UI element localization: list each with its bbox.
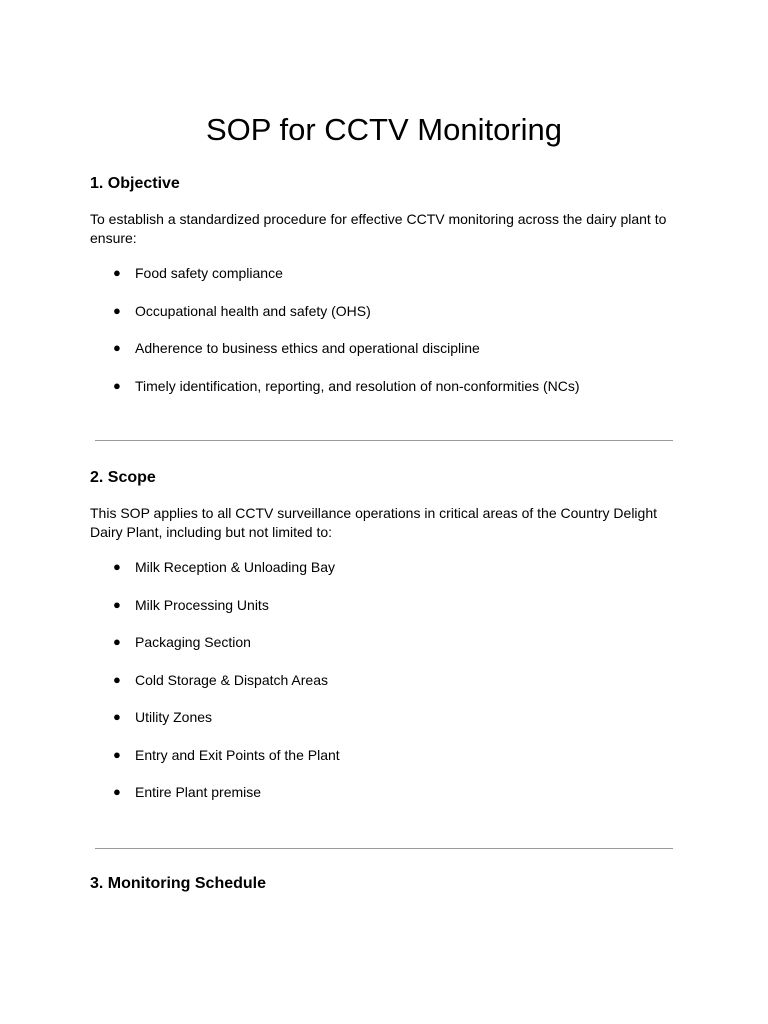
list-item-text: Milk Reception & Unloading Bay (135, 559, 335, 575)
bullet-icon: ● (113, 596, 121, 612)
bullet-icon: ● (113, 302, 121, 318)
section-heading-scope: 2. Scope (90, 469, 156, 486)
list-item-text: Utility Zones (135, 709, 213, 725)
list-item-text: Food safety compliance (135, 265, 283, 281)
bullet-icon: ● (113, 559, 121, 574)
bullet-icon: ● (113, 340, 121, 355)
list-item-text: Entire Plant premise (135, 784, 262, 800)
list-item-text: Occupational health and safety (OHS) (135, 302, 371, 319)
list-item-text: Timely identification, reporting, and resolution of non-conformities (NCs) (135, 377, 580, 394)
bullet-icon: ● (113, 671, 121, 687)
list-item-text: Adherence to business ethics and operational discipline (135, 340, 480, 356)
bullet-icon: ● (113, 709, 121, 724)
document-title: SOP for CCTV Monitoring (205, 112, 563, 147)
bullet-icon: ● (113, 634, 121, 649)
section-heading-monitoring-schedule: 3. Monitoring Schedule (90, 875, 267, 892)
section-intro-objective: To establish a standardized procedure for effective CCTV monitoring across the dairy plant to ensure: (90, 211, 667, 246)
list-item-text: Entry and Exit Points of the Plant (135, 746, 340, 763)
bullet-icon: ● (113, 265, 121, 280)
list-item-text: Packaging Section (135, 634, 251, 650)
section-divider (95, 440, 673, 441)
section-divider (95, 848, 673, 849)
section-intro-scope: This SOP applies to all CCTV surveillance operations in critical areas of the Country Delight Dairy Plant, including but not limited to: (90, 505, 657, 540)
bullet-icon: ● (113, 784, 121, 799)
list-item-text: Cold Storage & Dispatch Areas (135, 671, 328, 688)
section-heading-objective: 1. Objective (90, 175, 180, 192)
bullet-icon: ● (113, 377, 121, 393)
bullet-icon: ● (113, 746, 121, 762)
list-item-text: Milk Processing Units (135, 596, 269, 613)
